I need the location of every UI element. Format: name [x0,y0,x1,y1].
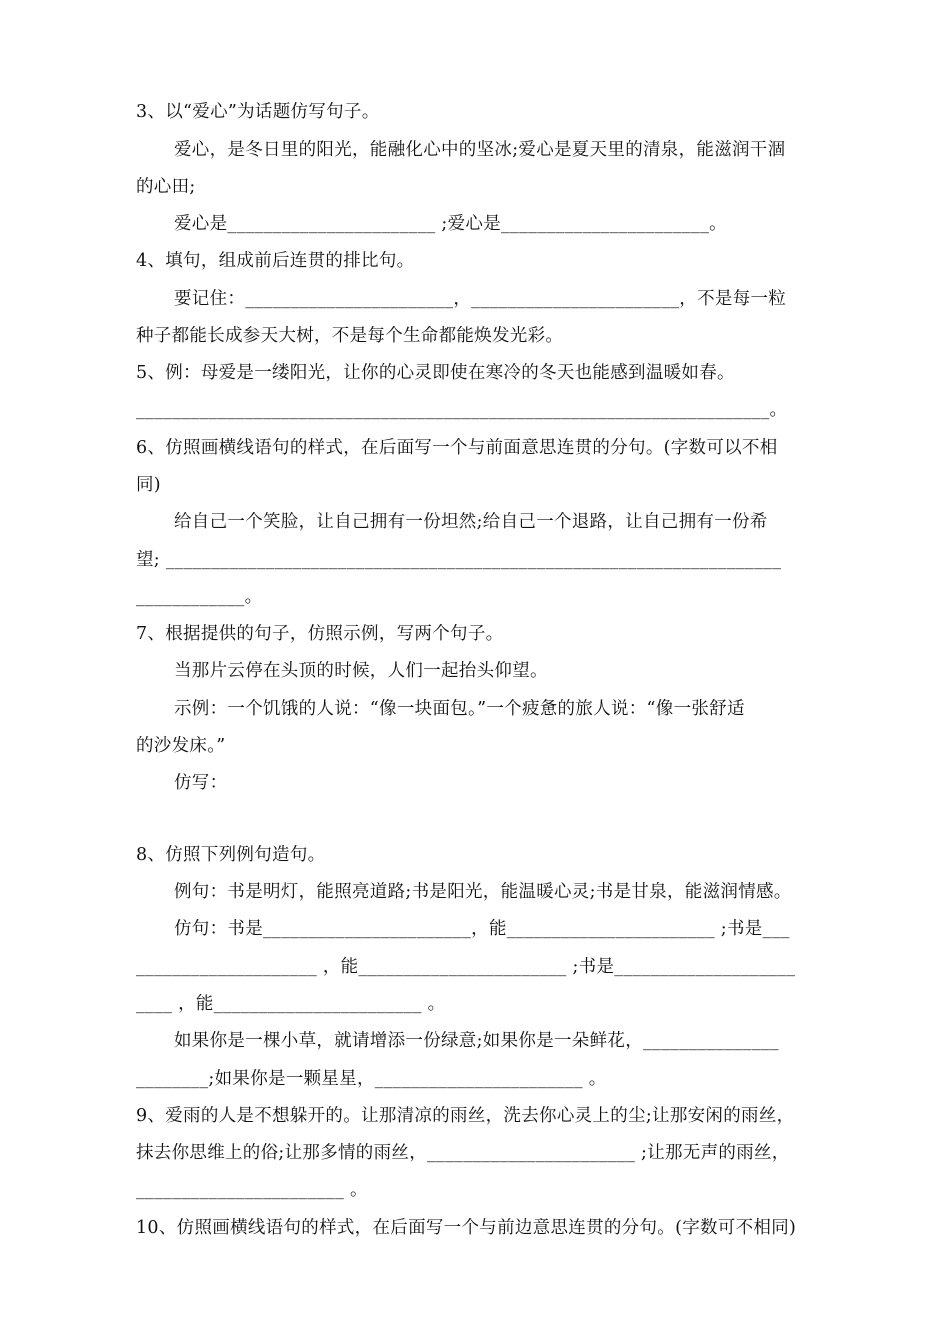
question-9-line-2: 抹去你思维上的俗;让那多情的雨丝，_______________________ ;让那无声的雨丝， [136,1143,790,1163]
question-7-sentence: 当那片云停在头顶的时候，人们一起抬头仰望。 [174,661,548,681]
question-8-part-2-line-2: ________;如果你是一颗星星，_______________________ 。 [136,1069,607,1089]
question-3-title: 3、以“爱心”为话题仿写句子。 [136,102,380,122]
question-6-title-line-1: 6、仿照画横线语句的样式，在后面写一个与前面意思连贯的分句。(字数可以不相 [136,438,778,458]
question-5-answer-blank: ______________________________________________________________________。 [136,400,788,420]
question-6-answer-blank: ____________。 [136,587,263,607]
question-7-example-line-2: 的沙发床。” [136,736,226,756]
question-8-answer-line-1: 仿句：书是_______________________，能_______________________ ;书是___ [174,919,790,939]
question-4-sentence-line-1: 要记住：_______________________，_______________________，不是每一粒 [174,289,787,309]
question-8-answer-line-2: ____________________ ，能_______________________ ;书是____________________ [136,957,796,977]
question-5-title: 5、例：母爱是一缕阳光，让你的心灵即使在寒冷的冬天也能感到温暖如春。 [136,363,735,383]
question-4-sentence-line-2: 种子都能长成参天大树，不是每个生命都能焕发光彩。 [136,326,564,346]
question-8-answer-line-3: ____ ，能_______________________ 。 [136,994,446,1014]
question-8-example: 例句：书是明灯，能照亮道路;书是阳光，能温暖心灵;书是甘泉，能滋润情感。 [174,882,792,902]
question-3-example-line-1: 爱心，是冬日里的阳光，能融化心中的坚冰;爱心是夏天里的清泉，能滋润干涸 [174,140,786,160]
question-6-example-line-1: 给自己一个笑脸，让自己拥有一份坦然;给自己一个退路，让自己拥有一份希 [174,512,768,532]
question-9-line-1: 9、爱雨的人是不想躲开的。让那清凉的雨丝，洗去你心灵上的尘;让那安闲的雨丝， [136,1106,795,1126]
question-7-answer-label: 仿写： [174,773,228,793]
question-8-part-2-line-1: 如果你是一棵小草，就请增添一份绿意;如果你是一朵鲜花，_______________ [174,1031,779,1051]
question-10-title: 10、仿照画横线语句的样式，在后面写一个与前边意思连贯的分句。(字数可不相同) [136,1218,797,1238]
question-7-title: 7、根据提供的句子，仿照示例，写两个句子。 [136,624,504,644]
question-6-title-line-2: 同) [136,475,161,495]
question-4-title: 4、填句，组成前后连贯的排比句。 [136,251,415,271]
question-9-answer-blank: _______________________ 。 [136,1180,368,1200]
question-8-title: 8、仿照下列例句造句。 [136,845,326,865]
question-6-example-line-2: 望; ____________________________________________________________________ [136,550,782,570]
question-7-example-line-1: 示例：一个饥饿的人说：“像一块面包。”一个疲惫的旅人说：“像一张舒适 [174,699,745,719]
question-3-example-line-2: 的心田; [136,177,196,197]
question-3-answer-blanks: 爱心是_______________________ ;爱心是_______________________。 [174,214,727,234]
